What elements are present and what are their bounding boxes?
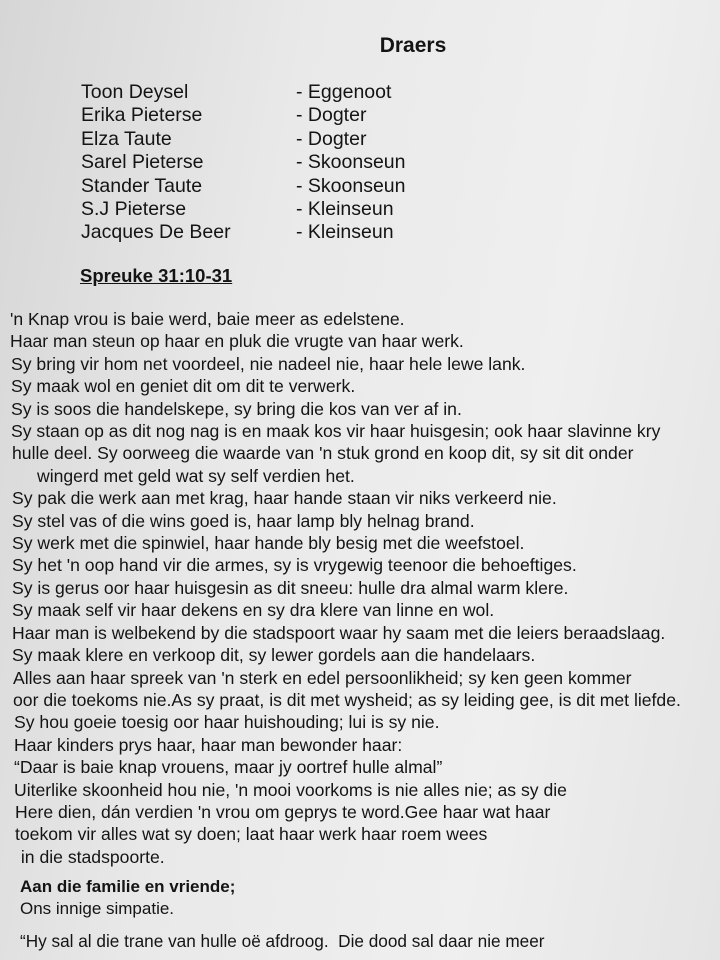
verse-line: in die stadspoorte. — [16, 846, 165, 867]
closing-quote: “Hy sal al die trane van hulle oë afdroog. Die dood sal daar nie meer — [20, 931, 545, 951]
condolence-heading: Aan die familie en vriende; — [20, 877, 236, 896]
bearer-row — [81, 104, 406, 127]
bearer-row — [81, 151, 406, 174]
verse-line: toekom vir alles wat sy doen; laat haar werk haar roem wees — [15, 824, 488, 845]
verse-line: Sy staan op as dit nog nag is en maak kos vir haar huisgesin; ook haar slavinne kry — [11, 421, 661, 442]
verse-line: Sy het 'n oop hand vir die armes, sy is vrygewig teenoor die behoeftiges. — [12, 555, 577, 576]
verse-line: Sy maak self vir haar dekens en sy dra klere van linne en wol. — [12, 600, 495, 621]
bearer-name: Elza Taute — [81, 127, 172, 150]
verse-line: Here dien, dán verdien 'n vrou om geprys te word.Gee haar wat haar — [15, 801, 551, 822]
verse-line: “Daar is baie knap vrouens, maar jy oortref hulle almal” — [14, 757, 443, 778]
page-title: Draers — [379, 34, 447, 57]
bearer-name: Stander Taute — [81, 174, 203, 197]
verse-line: Sy maak klere en verkoop dit, sy lewer gordels aan die handelaars. — [12, 645, 536, 666]
verse-line: 'n Knap vrou is baie werd, baie meer as edelstene. — [10, 309, 405, 329]
bearer-name: Jacques De Beer — [81, 221, 231, 244]
bearer-relation: - Skoonseun — [296, 151, 406, 174]
condolence-block — [20, 876, 235, 920]
bearer-row — [81, 198, 406, 221]
scripture-heading: Spreuke 31:10-31 — [80, 265, 233, 286]
verse-line: Sy stel vas of die wins goed is, haar lamp bly helnag brand. — [12, 510, 475, 531]
bearer-row — [81, 128, 406, 151]
bearers-list — [81, 81, 406, 245]
verse-line: Uiterlike skoonheid hou nie, 'n mooi voorkoms is nie alles nie; as sy die — [14, 779, 567, 800]
verse-line: hulle deel. Sy oorweeg die waarde van 'n stuk grond en koop dit, sy sit dit onder — [12, 443, 634, 464]
verse-line: Alles aan haar spreek van 'n sterk en edel persoonlikheid; sy ken geen kommer — [13, 667, 632, 688]
bearer-relation: - Kleinseun — [296, 198, 394, 221]
bearer-row — [81, 175, 406, 198]
verse-line: Haar man steun op haar en pluk die vrugte van haar werk. — [10, 331, 464, 352]
bearer-name: Erika Pieterse — [81, 104, 203, 127]
verse-line: Sy hou goeie toesig oor haar huishouding; lui is sy nie. — [14, 712, 440, 733]
verse-line: Sy werk met die spinwiel, haar hande bly besig met die weefstoel. — [12, 533, 525, 554]
verse-line: Sy bring vir hom net voordeel, nie nadeel nie, haar hele lewe lank. — [11, 353, 526, 374]
bearer-name: Sarel Pieterse — [81, 151, 204, 174]
verse-line: Sy is soos die handelskepe, sy bring die kos van ver af in. — [11, 398, 462, 419]
verse-line: Haar man is welbekend by die stadspoort waar hy saam met die leiers beraadslaag. — [12, 622, 666, 643]
bearer-relation: - Skoonseun — [296, 174, 406, 197]
bearer-relation: - Eggenoot — [296, 81, 392, 103]
bearer-name: S.J Pieterse — [81, 198, 187, 221]
verse-line: Sy is gerus oor haar huisgesin as dit sneeu: hulle dra almal warm klere. — [12, 577, 569, 598]
verse-line: Sy maak wol en geniet dit om dit te verwerk. — [11, 376, 356, 397]
verse-line: oor die toekoms nie.As sy praat, is dit met wysheid; as sy leiding gee, is dit met liefde. — [13, 689, 681, 710]
verse-line: wingerd met geld wat sy self verdien het. — [37, 465, 355, 486]
bearer-relation: - Kleinseun — [296, 221, 394, 244]
verse-line: Haar kinders prys haar, haar man bewonder haar: — [14, 734, 403, 755]
bearer-row — [81, 221, 406, 244]
scripture-text — [0, 308, 720, 868]
bearer-relation: - Dogter — [296, 104, 367, 127]
bearer-row — [81, 81, 406, 104]
condolence-text: Ons innige simpatie. — [20, 899, 175, 918]
bearer-name: Toon Deysel — [81, 81, 189, 103]
bearer-relation: - Dogter — [296, 127, 367, 150]
verse-line: Sy pak die werk aan met krag, haar hande staan vir niks verkeerd nie. — [12, 488, 557, 509]
